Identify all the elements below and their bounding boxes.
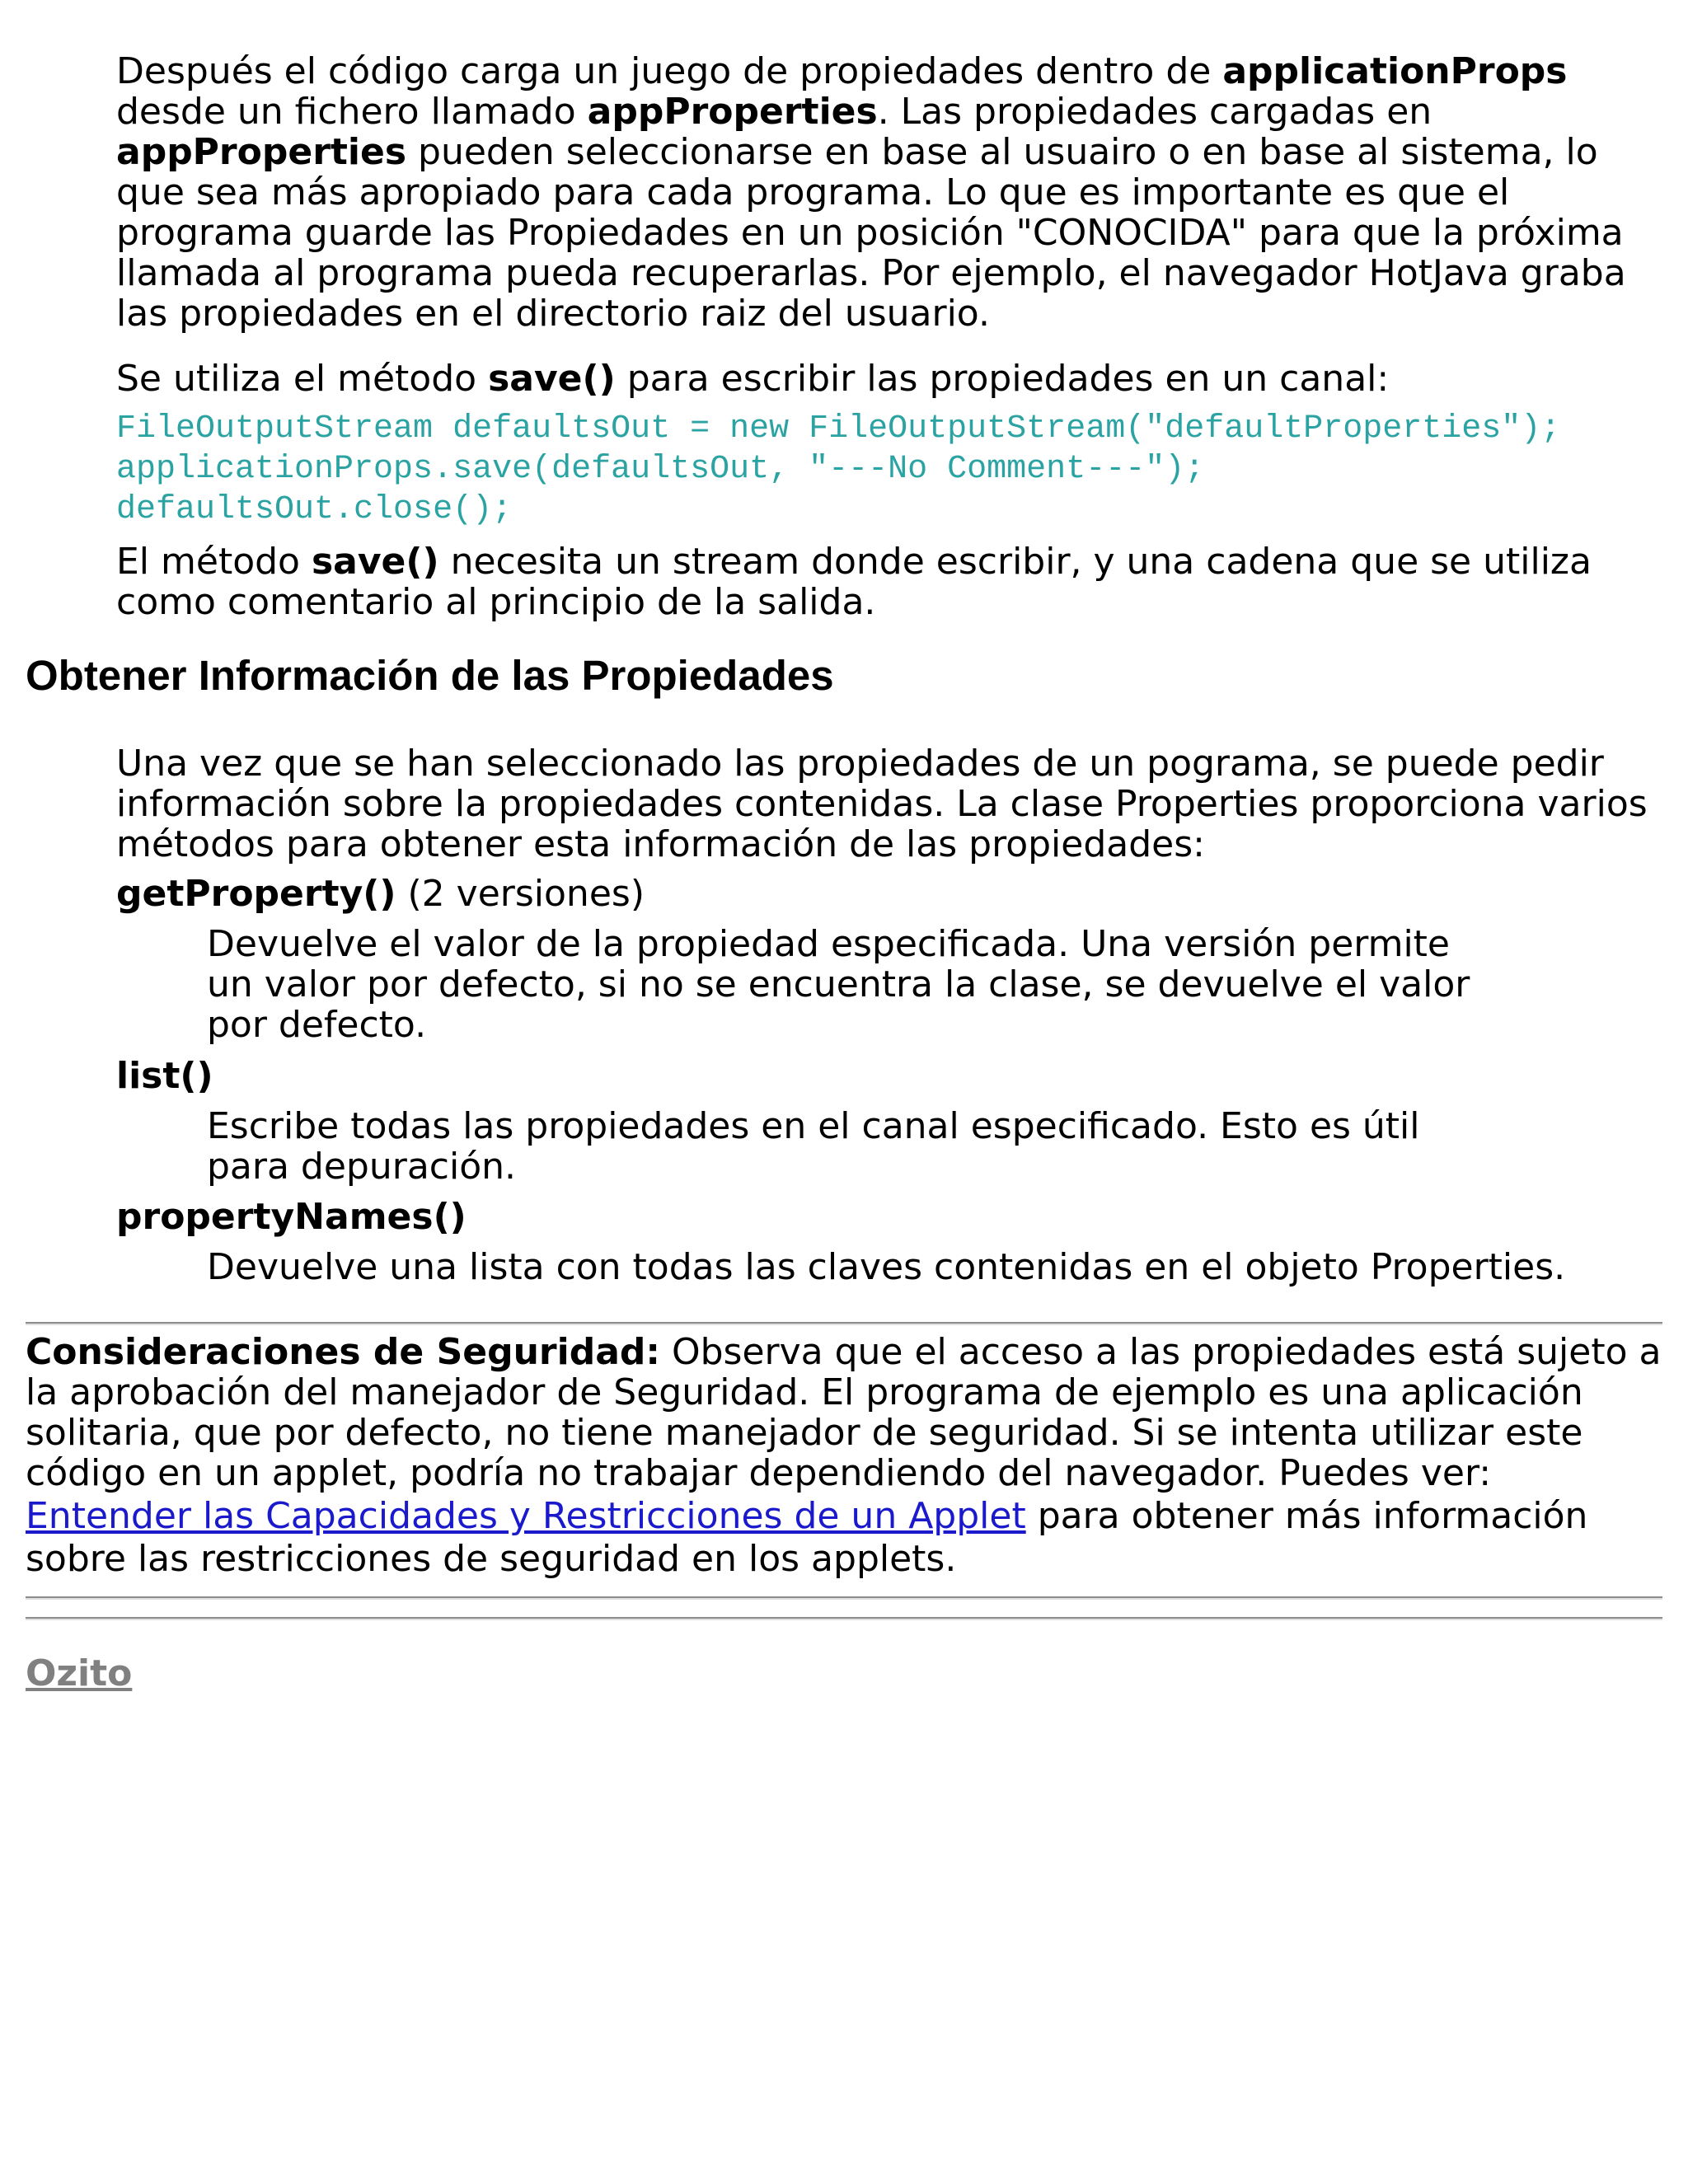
method-term-propertynames (116, 1197, 467, 1237)
section-heading: Obtener Información de las Propiedades (26, 652, 834, 699)
text: pueden seleccionarse en base al usuairo o en base al sistema, lo que sea más apropiado para cada programa. Lo que es importante es que el programa guarde las Propiedades en un posición "CONOCIDA" para que la próxima llamada al programa pueda recuperarlas. Por ejemplo, el navegador HotJava graba las propiedades en el directorio raiz del usuario. (116, 131, 1626, 335)
save-method-term: save() (311, 541, 439, 583)
text: . Las propiedades cargadas en (877, 91, 1432, 133)
method-note: (2 versiones) (396, 873, 645, 915)
appproperties-term: appProperties (116, 131, 407, 173)
text: necesita un stream donde escribir, y una cadena que se utiliza como comentario al principio de la salida. (116, 541, 1592, 623)
method-desc-list: Escribe todas las propiedades en el canal especificado. Esto es útil para depuración. (207, 1105, 1420, 1188)
divider (26, 1596, 1662, 1600)
intro-paragraph-2 (116, 359, 1666, 399)
method-term-getproperty (116, 874, 645, 914)
intro-paragraph-1 (116, 51, 1666, 334)
appproperties-term: appProperties (587, 91, 878, 133)
text: para obtener más información sobre las restricciones de seguridad en los applets. (26, 1495, 1588, 1580)
code-line: defaultsOut.close(); (116, 491, 513, 528)
security-note (26, 1332, 1666, 1579)
text: Se utiliza el método (116, 358, 489, 400)
text: desde un fichero llamado (116, 91, 588, 133)
text: Observa que el acceso a las propiedades está sujeto a la aprobación del manejador de Seguridad. El programa de ejemplo es una aplicación solitaria, que por defecto, no tiene manejador de seguridad. Si se intenta utilizar este código en un applet, podría no trabajar dependiendo del navegador. Puedes ver: (26, 1331, 1662, 1494)
applicationprops-term: applicationProps (1222, 50, 1568, 92)
code-line: FileOutputStream defaultsOut = new FileOutputStream("defaultProperties"); (116, 410, 1561, 448)
text: Después el código carga un juego de propiedades dentro de (116, 50, 1223, 92)
text: para escribir las propiedades en un canal: (615, 358, 1390, 400)
method-name: getProperty() (116, 873, 396, 915)
text: El método (116, 541, 312, 583)
ozito-link[interactable]: Ozito (26, 1652, 133, 1694)
intro-paragraph-3 (116, 541, 1666, 622)
method-term-list (116, 1056, 213, 1096)
method-desc-propertynames: Devuelve una lista con todas las claves contenidas en el objeto Properties. (207, 1246, 1566, 1288)
save-method-term: save() (488, 358, 616, 400)
divider (26, 1322, 1662, 1325)
method-name: list() (116, 1055, 213, 1097)
method-name: propertyNames() (116, 1196, 467, 1238)
code-line: applicationProps.save(defaultsOut, "---No Comment---"); (116, 451, 1205, 488)
applet-restrictions-link[interactable]: Entender las Capacidades y Restricciones de un Applet (26, 1495, 1026, 1537)
method-desc-getproperty: Devuelve el valor de la propiedad especificada. Una versión permite un valor por defecto, si no se encuentra la clase, se devuelve el valor por defecto. (207, 923, 1470, 1046)
section-intro: Una vez que se han seleccionado las propiedades de un pograma, se puede pedir información sobre la propiedades contenidas. La clase Properties proporciona varios métodos para obtener esta información de las propiedades: (116, 743, 1648, 865)
code-block (116, 409, 1682, 530)
divider (26, 1617, 1662, 1620)
security-label: Consideraciones de Seguridad: (26, 1331, 660, 1373)
